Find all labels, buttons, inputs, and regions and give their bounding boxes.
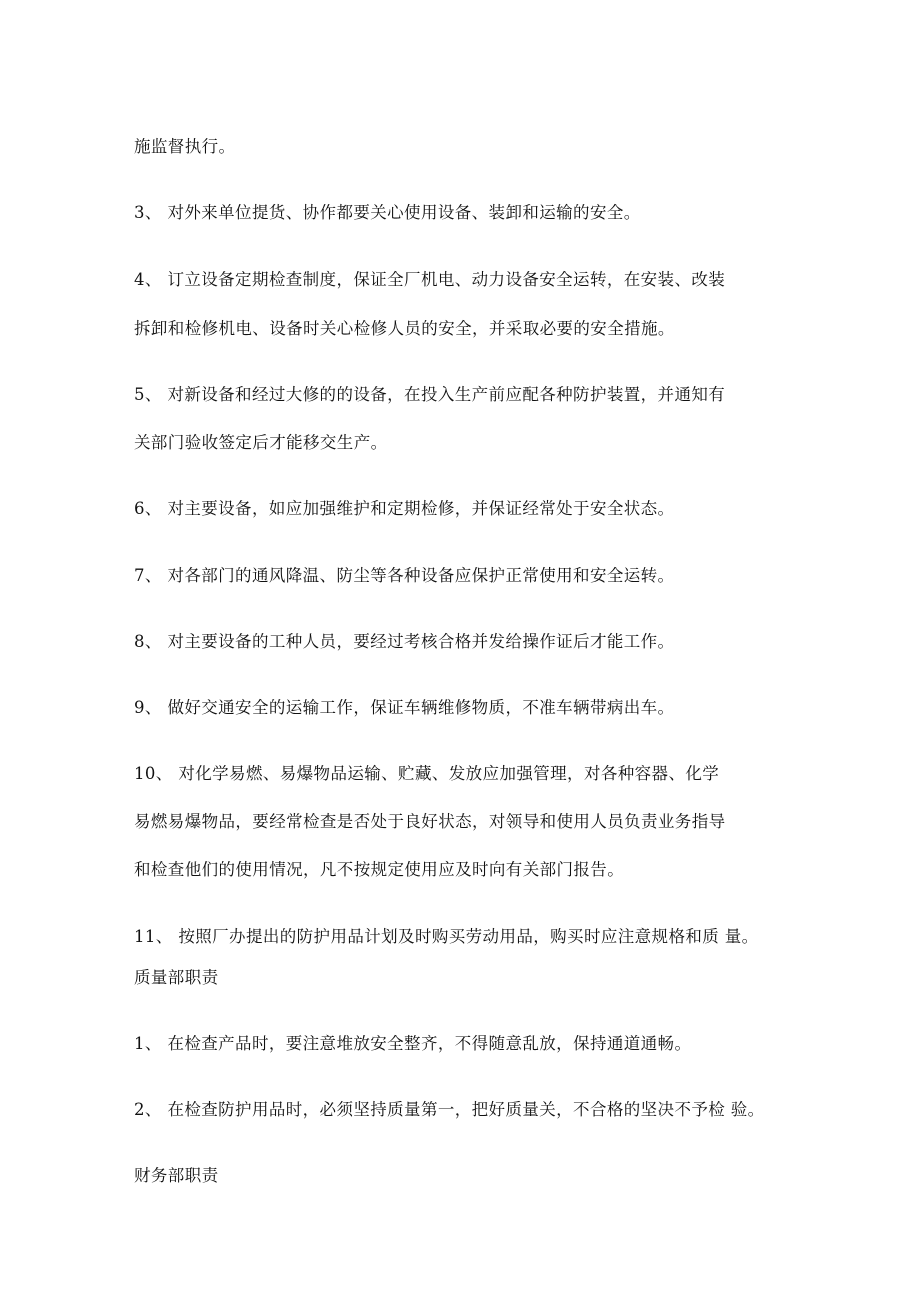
text-line: 5、 对新设备和经过大修的的设备，在投入生产前应配各种防护装置，并通知有 bbox=[134, 385, 726, 404]
text-line: 拆卸和检修机电、设备时关心检修人员的安全，并采取必要的安全措施。 bbox=[134, 319, 675, 338]
text-line: 和检查他们的使用情况，凡不按规定使用应及时向有关部门报告。 bbox=[134, 860, 625, 879]
text-line: 6、 对主要设备，如应加强维护和定期检修，并保证经常处于安全状态。 bbox=[134, 499, 675, 518]
text-line: 9、 做好交通安全的运输工作，保证车辆维修物质，不准车辆带病出车。 bbox=[134, 698, 675, 717]
text-line: 7、 对各部门的通风降温、防尘等各种设备应保护正常使用和安全运转。 bbox=[134, 566, 675, 585]
section-heading: 质量部职责 bbox=[134, 968, 219, 987]
text-line: 4、 订立设备定期检查制度，保证全厂机电、动力设备安全运转，在安装、改装 bbox=[134, 270, 726, 289]
text-line: 易燃易爆物品，要经常检查是否处于良好状态，对领导和使用人员负责业务指导 bbox=[134, 812, 726, 831]
text-line: 关部门验收签定后才能移交生产。 bbox=[134, 433, 388, 452]
text-line: 施监督执行。 bbox=[134, 137, 236, 156]
text-line: 1、 在检查产品时，要注意堆放安全整齐，不得随意乱放，保持通道通畅。 bbox=[134, 1034, 692, 1053]
text-line: 11、 按照厂办提出的防护用品计划及时购买劳动用品，购买时应注意规格和质 量。 bbox=[134, 927, 759, 946]
text-line: 3、 对外来单位提货、协作都要关心使用设备、装卸和运输的安全。 bbox=[134, 203, 641, 222]
text-line: 8、 对主要设备的工种人员，要经过考核合格并发给操作证后才能工作。 bbox=[134, 632, 675, 651]
text-line: 10、 对化学易燃、易爆物品运输、贮藏、发放应加强管理，对各种容器、化学 bbox=[134, 764, 720, 783]
text-line: 2、 在检查防护用品时，必须坚持质量第一，把好质量关，不合格的坚决不予检 验。 bbox=[134, 1100, 765, 1119]
section-heading: 财务部职责 bbox=[134, 1166, 219, 1185]
